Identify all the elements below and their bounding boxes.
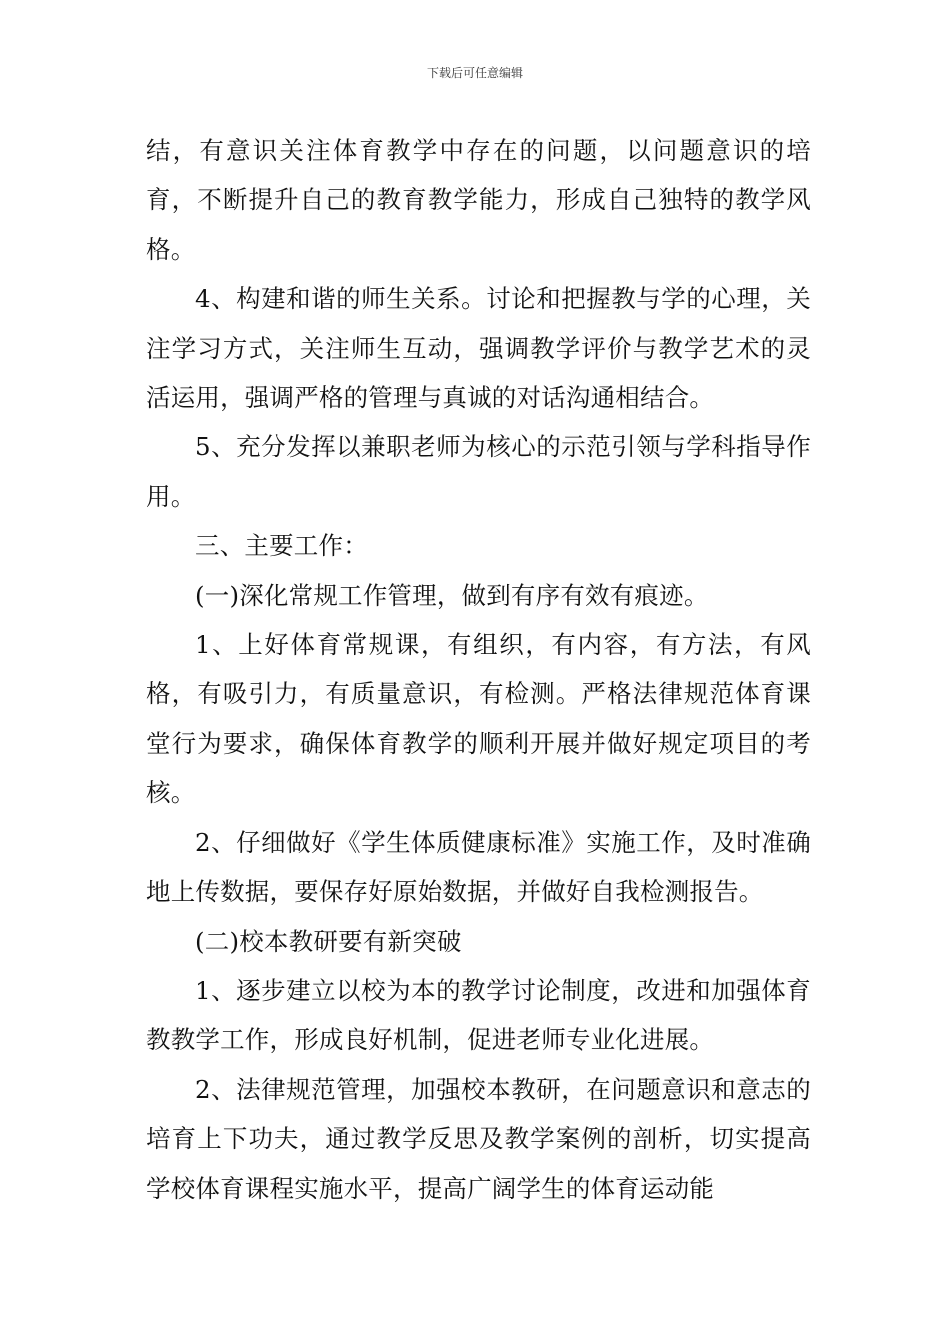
subsection-heading-1: (一)深化常规工作管理，做到有序有效有痕迹。 bbox=[195, 580, 709, 610]
paragraph-2: 4、构建和谐的师生关系。讨论和把握教与学的心理，关注学习方式，关注师生互动，强调教学评价与教学艺术的灵活运用，强调严格的管理与真诚的对话沟通相结合。 bbox=[146, 284, 811, 413]
paragraph-7: 2、法律规范管理，加强校本教研，在问题意识和意志的培育上下功夫，通过教学反思及教学案例的剖析，切实提高学校体育课程实施水平，提高广阔学生的体育运动能 bbox=[146, 1074, 811, 1203]
paragraph-5: 2、仔细做好《学生体质健康标准》实施工作，及时准确地上传数据，要保存好原始数据，并做好自我检测报告。 bbox=[146, 827, 811, 907]
page-header-caption: 下载后可任意编辑 bbox=[426, 66, 523, 80]
paragraph-6: 1、逐步建立以校为本的教学讨论制度，改进和加强体育教教学工作，形成良好机制，促进老师专业化进展。 bbox=[146, 975, 811, 1055]
section-heading-main-work: 三、主要工作： bbox=[195, 531, 368, 561]
subsection-heading-2: (二)校本教研要有新突破 bbox=[195, 926, 462, 956]
paragraph-1: 结，有意识关注体育教学中存在的问题，以问题意识的培育，不断提升自己的教育教学能力，形成自己独特的教学风格。 bbox=[146, 136, 811, 264]
paragraph-3: 5、充分发挥以兼职老师为核心的示范引领与学科指导作用。 bbox=[146, 432, 811, 511]
paragraph-4: 1、上好体育常规课，有组织，有内容，有方法，有风格，有吸引力，有质量意识，有检测。严格法律规范体育课堂行为要求，确保体育教学的顺利开展并做好规定项目的考核。 bbox=[146, 630, 811, 808]
document-body bbox=[146, 126, 811, 1213]
